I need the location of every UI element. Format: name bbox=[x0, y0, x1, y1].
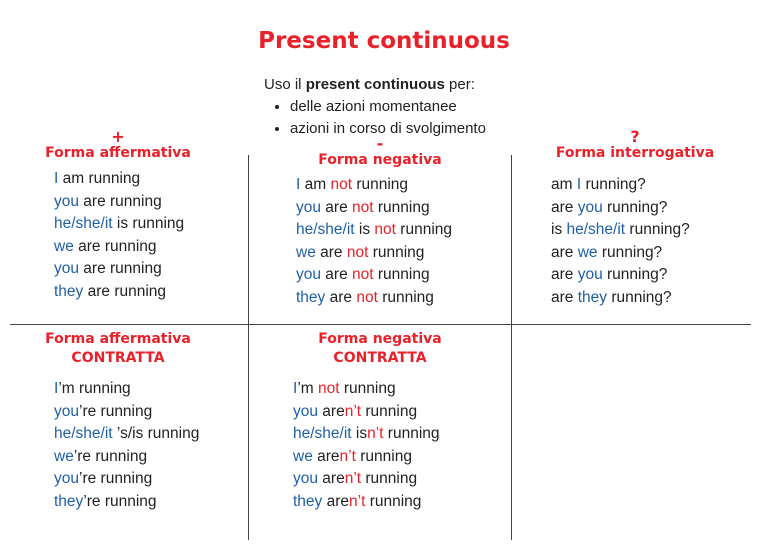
negation: n’t bbox=[367, 425, 384, 443]
divider-vertical-left bbox=[248, 155, 249, 540]
verb-text: are bbox=[322, 492, 350, 510]
verb-text: are running bbox=[73, 237, 157, 255]
verb-text: running bbox=[373, 198, 430, 216]
plus-sign: + bbox=[111, 127, 125, 146]
pronoun: he/she/it bbox=[293, 425, 352, 443]
affermativa-contratta-header bbox=[28, 330, 208, 368]
conjugation-row bbox=[296, 287, 452, 310]
verb-text: are running bbox=[83, 282, 167, 300]
conjugation-row bbox=[54, 213, 184, 236]
pronoun: you bbox=[54, 192, 79, 210]
negation: n’t bbox=[344, 402, 362, 420]
verb-text: is bbox=[351, 425, 368, 443]
pronoun: they bbox=[577, 288, 608, 306]
pronoun: I bbox=[293, 380, 298, 397]
affermativa-heading: Forma affermativa bbox=[45, 145, 191, 161]
pronoun: you bbox=[54, 470, 79, 488]
pronoun: I bbox=[576, 176, 582, 193]
conjugation-row bbox=[296, 264, 452, 287]
verb-text: running bbox=[361, 402, 418, 420]
verb-text: is running bbox=[112, 215, 185, 233]
verb-text: are running bbox=[79, 260, 162, 278]
negation: n’t bbox=[339, 447, 356, 465]
conjugation-row bbox=[293, 491, 440, 514]
intro-suffix: per: bbox=[444, 76, 475, 93]
negativa-heading: Forma negativa bbox=[318, 152, 442, 168]
conjugation-row bbox=[551, 174, 690, 197]
negation: not bbox=[356, 288, 378, 306]
verb-text: are bbox=[318, 470, 345, 488]
pronoun: we bbox=[293, 447, 313, 465]
interrogativa-heading: Forma interrogativa bbox=[555, 145, 715, 161]
verb-text: are running bbox=[79, 192, 162, 210]
negativa-contratta-header bbox=[298, 330, 462, 368]
conjugation-row bbox=[54, 281, 184, 304]
verb-text: am running bbox=[58, 170, 141, 187]
negation: not bbox=[352, 266, 374, 284]
verb-text: ’re running bbox=[79, 470, 153, 488]
question-sign: ? bbox=[630, 127, 640, 146]
verb-text: running? bbox=[607, 288, 672, 306]
pronoun: we bbox=[577, 243, 598, 261]
intro-prefix: Uso il bbox=[264, 76, 306, 93]
conjugation-row bbox=[293, 446, 440, 469]
pronoun: he/she/it bbox=[54, 425, 113, 443]
verb-text: running bbox=[395, 221, 452, 239]
pronoun: he/she/it bbox=[296, 221, 355, 239]
interrogativa-header bbox=[530, 127, 740, 163]
conjugation-row bbox=[551, 197, 690, 220]
verb-text: are bbox=[551, 243, 578, 261]
verb-text: running bbox=[383, 425, 440, 443]
verb-text: ’re running bbox=[73, 447, 148, 465]
verb-text: are bbox=[551, 266, 578, 284]
negation: n’t bbox=[344, 470, 362, 488]
conjugation-row bbox=[54, 401, 199, 424]
verb-text: running? bbox=[625, 221, 690, 239]
verb-text: is bbox=[551, 221, 567, 239]
minus-sign: - bbox=[376, 134, 384, 153]
intro-line bbox=[264, 74, 486, 96]
conjugation-row bbox=[54, 446, 199, 469]
intro-bullet: • azioni in corso di svolgimento bbox=[290, 118, 486, 140]
verb-text: is bbox=[354, 221, 375, 239]
pronoun: we bbox=[54, 237, 74, 255]
interrogativa-list bbox=[551, 174, 690, 310]
pronoun: they bbox=[54, 282, 84, 300]
pronoun: he/she/it bbox=[54, 215, 113, 233]
verb-text: running? bbox=[602, 198, 668, 216]
negativa-contratta-heading: Forma negativa bbox=[318, 331, 442, 347]
divider-horizontal bbox=[10, 324, 751, 325]
conjugation-row bbox=[54, 423, 199, 446]
pronoun: you bbox=[577, 198, 603, 216]
affermativa-header bbox=[38, 127, 198, 163]
verb-text: ’m bbox=[297, 380, 318, 397]
conjugation-row bbox=[54, 191, 184, 214]
verb-text: are bbox=[551, 198, 578, 216]
pronoun: they bbox=[54, 492, 84, 510]
conjugation-row bbox=[293, 468, 440, 491]
verb-text: running bbox=[352, 176, 409, 193]
negativa-header bbox=[300, 134, 460, 170]
conjugation-row bbox=[551, 287, 690, 310]
pronoun: they bbox=[296, 288, 326, 306]
verb-text: running bbox=[368, 243, 425, 261]
pronoun: you bbox=[54, 402, 79, 420]
verb-text: are bbox=[321, 198, 353, 216]
intro-bold: present continuous bbox=[305, 76, 445, 93]
conjugation-row bbox=[296, 174, 452, 197]
intro bbox=[264, 74, 486, 140]
negation: not bbox=[374, 221, 396, 239]
pronoun: you bbox=[577, 266, 603, 284]
verb-text: ’m running bbox=[58, 380, 131, 397]
conjugation-row bbox=[551, 264, 690, 287]
negativa-list bbox=[296, 174, 452, 310]
conjugation-row bbox=[293, 378, 440, 401]
conjugation-row bbox=[293, 423, 440, 446]
pronoun: you bbox=[296, 266, 321, 284]
verb-text: running bbox=[355, 447, 412, 465]
pronoun: we bbox=[54, 447, 74, 465]
conjugation-row bbox=[551, 242, 690, 265]
affermativa-contratta-subheading: CONTRATTA bbox=[71, 350, 165, 366]
page-title: Present continuous bbox=[258, 28, 510, 54]
pronoun: I bbox=[54, 380, 59, 397]
negativa-contratta-subheading: CONTRATTA bbox=[333, 350, 427, 366]
pronoun: you bbox=[293, 402, 318, 420]
verb-text: ’re running bbox=[79, 402, 153, 420]
verb-text: are bbox=[312, 447, 340, 465]
verb-text: are bbox=[321, 266, 353, 284]
pronoun: you bbox=[293, 470, 318, 488]
verb-text: are bbox=[315, 243, 347, 261]
verb-text: am bbox=[300, 176, 331, 193]
pronoun: I bbox=[54, 170, 59, 187]
conjugation-row bbox=[54, 168, 184, 191]
conjugation-row bbox=[54, 378, 199, 401]
negation: not bbox=[330, 176, 353, 193]
verb-text: running? bbox=[597, 243, 663, 261]
verb-text: ’s/is running bbox=[112, 425, 200, 443]
conjugation-row bbox=[54, 236, 184, 259]
verb-text: running? bbox=[581, 176, 646, 193]
verb-text: running bbox=[365, 492, 422, 510]
negation: not bbox=[346, 243, 369, 261]
negation: not bbox=[317, 380, 340, 397]
conjugation-row bbox=[54, 468, 199, 491]
negation: not bbox=[352, 198, 374, 216]
affermativa-contratta-list bbox=[54, 378, 199, 514]
pronoun: they bbox=[293, 492, 323, 510]
verb-text: running bbox=[377, 288, 434, 306]
negativa-contratta-list bbox=[293, 378, 440, 514]
pronoun: we bbox=[296, 243, 316, 261]
verb-text: running bbox=[373, 266, 430, 284]
affermativa-list bbox=[54, 168, 184, 304]
pronoun: I bbox=[296, 176, 301, 193]
pronoun: he/she/it bbox=[566, 221, 626, 239]
verb-text: running bbox=[361, 470, 418, 488]
intro-bullet: • delle azioni momentanee bbox=[290, 96, 486, 118]
verb-text: running? bbox=[602, 266, 668, 284]
conjugation-row bbox=[296, 219, 452, 242]
negation: n’t bbox=[349, 492, 366, 510]
pronoun: you bbox=[296, 198, 321, 216]
divider-vertical-right bbox=[511, 155, 512, 540]
conjugation-row bbox=[551, 219, 690, 242]
intro-list bbox=[264, 96, 486, 140]
conjugation-row bbox=[296, 242, 452, 265]
conjugation-row bbox=[54, 258, 184, 281]
verb-text: ’re running bbox=[83, 492, 157, 510]
verb-text: are bbox=[325, 288, 357, 306]
verb-text: running bbox=[339, 380, 396, 397]
verb-text: are bbox=[318, 402, 345, 420]
conjugation-row bbox=[296, 197, 452, 220]
pronoun: you bbox=[54, 260, 79, 278]
conjugation-row bbox=[54, 491, 199, 514]
conjugation-row bbox=[293, 401, 440, 424]
verb-text: are bbox=[551, 288, 578, 306]
verb-text: am bbox=[551, 176, 577, 193]
affermativa-contratta-heading: Forma affermativa bbox=[45, 331, 191, 347]
